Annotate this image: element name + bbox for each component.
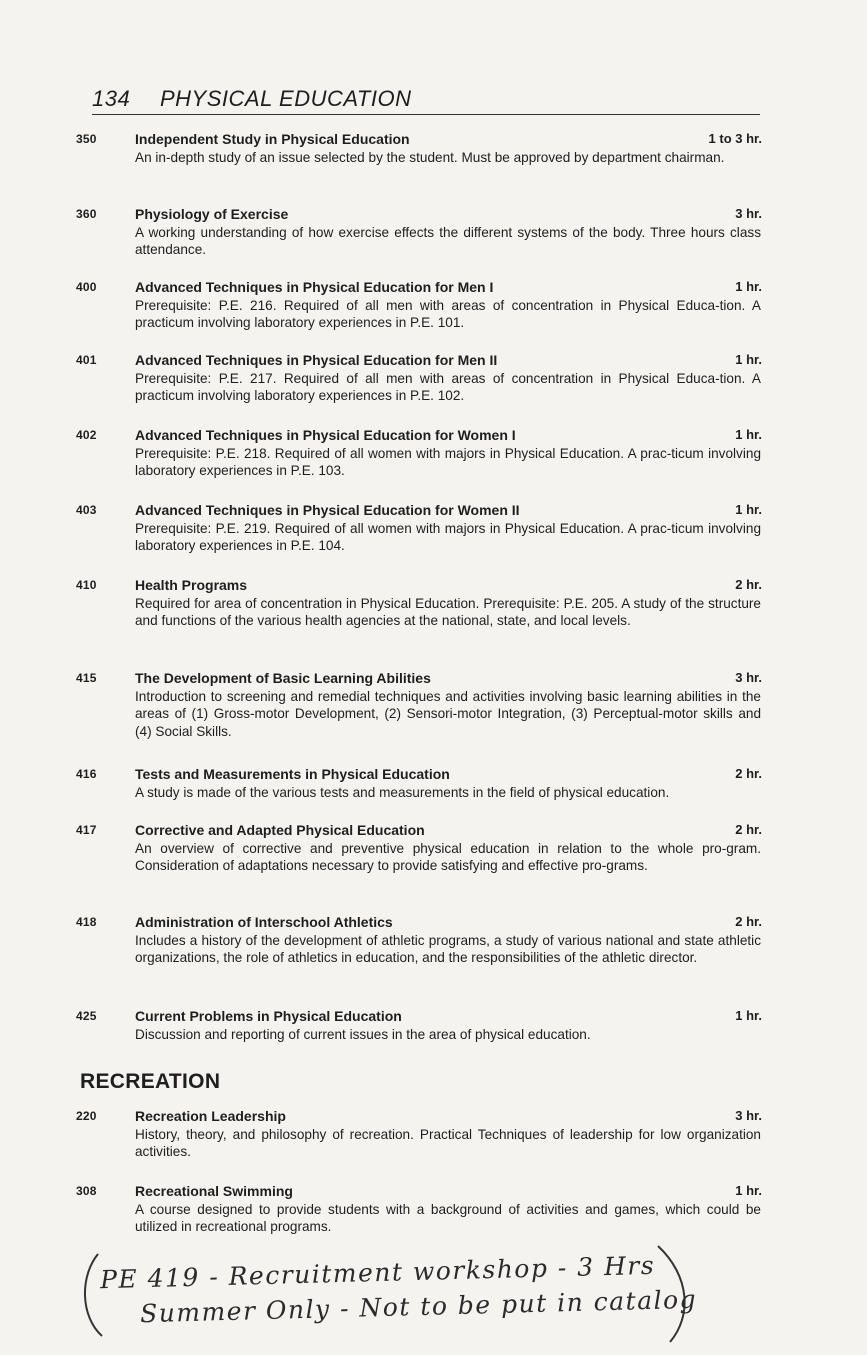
course-number: 417 bbox=[76, 823, 97, 837]
course-hours: 3 hr. bbox=[735, 670, 762, 685]
course-hours: 3 hr. bbox=[735, 1108, 762, 1123]
course-title: Current Problems in Physical Education bbox=[135, 1008, 402, 1024]
course-number: 400 bbox=[76, 280, 97, 294]
course-description: Includes a history of the development of athletic programs, a study of various national and state athletic organizations, the role of athletics in education, and the responsibilities of the athletic director. bbox=[135, 933, 761, 966]
course-title: Recreational Swimming bbox=[135, 1183, 293, 1199]
course-hours: 1 hr. bbox=[735, 427, 762, 442]
course-title: The Development of Basic Learning Abilities bbox=[135, 670, 431, 686]
course-title: Administration of Interschool Athletics bbox=[135, 914, 393, 930]
course-title: Physiology of Exercise bbox=[135, 206, 289, 222]
course-title: Corrective and Adapted Physical Education bbox=[135, 822, 425, 838]
course-hours: 2 hr. bbox=[735, 577, 762, 592]
course-title: Advanced Techniques in Physical Education for Men I bbox=[135, 279, 494, 295]
course-title: Health Programs bbox=[135, 577, 248, 593]
course-description: An in-depth study of an issue selected by the student. Must be approved by department chairman. bbox=[135, 150, 725, 165]
course-hours: 1 hr. bbox=[735, 502, 762, 517]
course-number: 416 bbox=[76, 767, 97, 781]
course-description: A study is made of the various tests and measurements in the field of physical education. bbox=[135, 785, 670, 800]
course-description: History, theory, and philosophy of recreation. Practical Techniques of leadership for low organization activities. bbox=[135, 1127, 761, 1160]
course-hours: 1 to 3 hr. bbox=[708, 131, 762, 146]
note-line-2: Summer Only - Not to be put in catalog bbox=[139, 1284, 698, 1329]
course-description: Prerequisite: P.E. 216. Required of all men with areas of concentration in Physical Educa-tion. A practicum involving laboratory experiences in P.E. 101. bbox=[135, 298, 761, 331]
course-number: 360 bbox=[76, 207, 97, 221]
handwritten-note bbox=[80, 1236, 710, 1346]
page-number: 134 bbox=[92, 86, 131, 111]
course-description: An overview of corrective and preventive physical education in relation to the whole pro-gram. Consideration of adaptations necessary to provide satisfying and effective pro-grams. bbox=[135, 841, 761, 874]
course-hours: 1 hr. bbox=[735, 1183, 762, 1198]
page-header bbox=[92, 86, 760, 115]
course-title: Advanced Techniques in Physical Education for Women I bbox=[135, 427, 516, 443]
course-description: Prerequisite: P.E. 217. Required of all men with areas of concentration in Physical Educa-tion. A practicum involving laboratory experiences in P.E. 102. bbox=[135, 371, 761, 404]
course-hours: 3 hr. bbox=[735, 206, 762, 221]
note-line-1: PE 419 - Recruitment workshop - 3 Hrs bbox=[99, 1250, 656, 1295]
course-number: 418 bbox=[76, 915, 97, 929]
section-title: PHYSICAL EDUCATION bbox=[160, 86, 412, 111]
course-hours: 1 hr. bbox=[735, 352, 762, 367]
course-title: Advanced Techniques in Physical Education for Men II bbox=[135, 352, 498, 368]
course-title: Recreation Leadership bbox=[135, 1108, 286, 1124]
course-description: Introduction to screening and remedial techniques and activities involving basic learning abilities in the areas of (1) Gross-motor Development, (2) Sensori-motor Integration, (3) Perceptual-motor skills and (4) Social Skills. bbox=[135, 689, 761, 739]
course-description: Required for area of concentration in Physical Education. Prerequisite: P.E. 205. A study of the structure and functions of the various health agencies at the national, state, and local levels. bbox=[135, 596, 761, 629]
course-number: 415 bbox=[76, 671, 97, 685]
course-title: Advanced Techniques in Physical Education for Women II bbox=[135, 502, 520, 518]
course-number: 350 bbox=[76, 132, 97, 146]
course-number: 308 bbox=[76, 1184, 97, 1198]
course-title: Tests and Measurements in Physical Education bbox=[135, 766, 450, 782]
course-description: A working understanding of how exercise effects the different systems of the body. Three hours class attendance. bbox=[135, 225, 761, 258]
course-number: 403 bbox=[76, 503, 97, 517]
course-description: A course designed to provide students with a background of activities and games, which could be utilized in recreational programs. bbox=[135, 1202, 761, 1235]
recreation-heading: RECREATION bbox=[80, 1070, 221, 1093]
course-number: 425 bbox=[76, 1009, 97, 1023]
course-hours: 1 hr. bbox=[735, 1008, 762, 1023]
course-description: Prerequisite: P.E. 218. Required of all women with majors in Physical Education. A prac-ticum involving laboratory experiences in P.E. 103. bbox=[135, 446, 761, 479]
course-hours: 2 hr. bbox=[735, 766, 762, 781]
course-hours: 2 hr. bbox=[735, 822, 762, 837]
course-number: 410 bbox=[76, 578, 97, 592]
course-description: Discussion and reporting of current issues in the area of physical education. bbox=[135, 1027, 591, 1042]
course-description: Prerequisite: P.E. 219. Required of all women with majors in Physical Education. A prac-ticum involving laboratory experiences in P.E. 104. bbox=[135, 521, 761, 554]
course-number: 402 bbox=[76, 428, 97, 442]
course-title: Independent Study in Physical Education bbox=[135, 131, 410, 147]
course-number: 401 bbox=[76, 353, 97, 367]
course-hours: 1 hr. bbox=[735, 279, 762, 294]
course-hours: 2 hr. bbox=[735, 914, 762, 929]
course-number: 220 bbox=[76, 1109, 97, 1123]
